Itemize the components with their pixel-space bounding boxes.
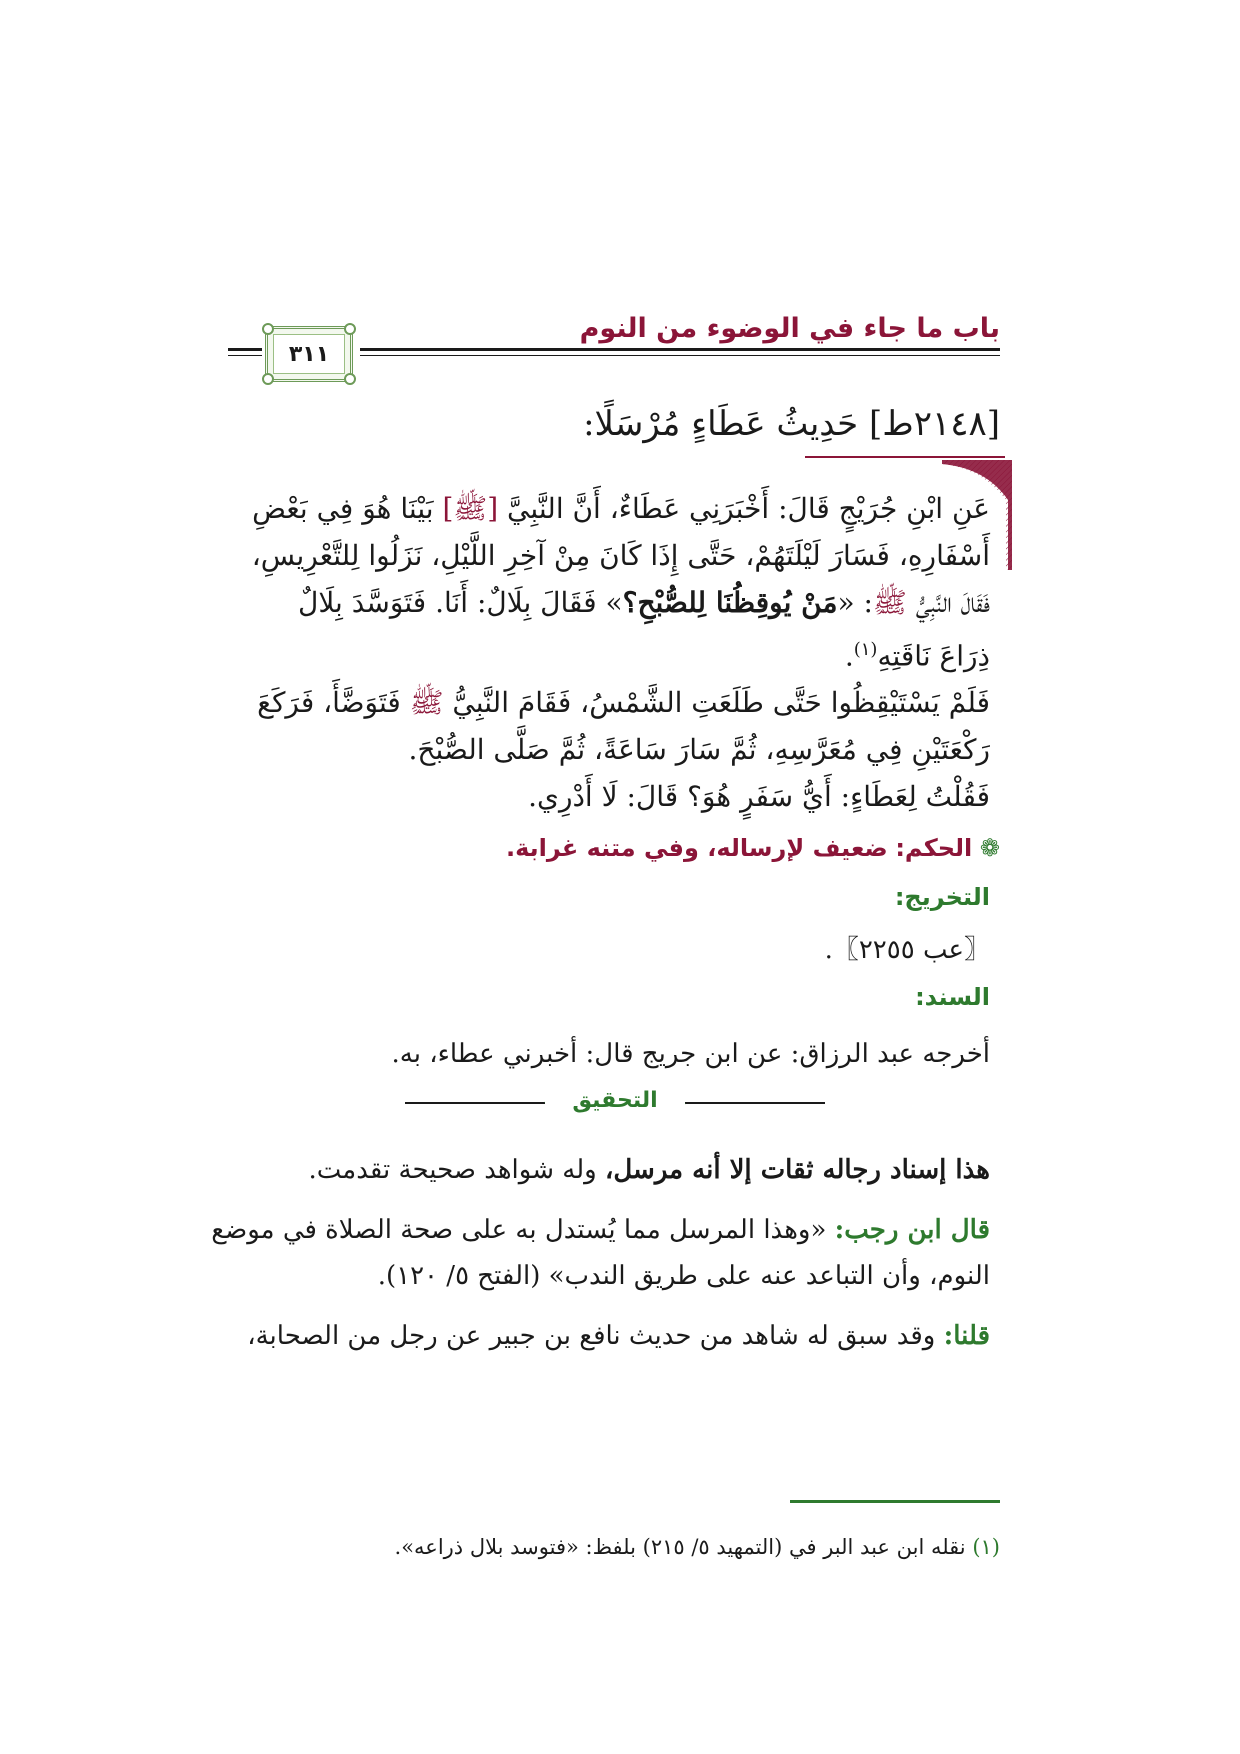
hadith-line [220, 486, 990, 532]
hadith-line: أَسْفَارِهِ، فَسَارَ لَيْلَتَهُمْ، حَتَّى إِذَا كَانَ مِنْ آخِرِ اللَّيْلِ، نَزَلُوا لِلتَّعْرِيسِ، [251, 539, 990, 572]
footnote-text: نقله ابن عبد البر في (التمهيد ٥/ ٢١٥) بلفظ: «فتوسد بلال ذراعه». [394, 1535, 973, 1559]
sanad-text: أخرجه عبد الرزاق: عن ابن جريج قال: أخبرني عطاء، به. [391, 1039, 990, 1069]
hadith-line: فَقُلْتُ لِعَطَاءٍ: أَيُّ سَفَرٍ هُوَ؟ قَالَ: لَا أَدْرِي. [528, 780, 990, 813]
tahqiq-heading: التحقيق [545, 1084, 685, 1118]
header-rule-left-bottom [228, 355, 262, 356]
flower-icon: ❁ [979, 834, 1000, 862]
sanad-label: السند: [915, 983, 990, 1011]
footnote [220, 1532, 1000, 1562]
hadith-title: حَدِيثُ عَطَاءٍ مُرْسَلًا: [583, 404, 859, 444]
hadith-line [220, 627, 990, 679]
hadith-number: [٢١٤٨ط] [868, 404, 1000, 444]
analysis-text: وقد سبق له شاهد من حديث نافع بن جبير عن رجل من الصحابة، [247, 1321, 944, 1351]
analysis-paragraph [210, 1316, 990, 1356]
hadith-text: بَيْنَا هُوَ فِي بَعْضِ [252, 492, 434, 525]
hadith-text: فَتَوَضَّأَ، فَرَكَعَ [257, 686, 401, 719]
analysis-text: وله شواهد صحيحة تقدمت. [308, 1155, 605, 1185]
frame-corner-ornament [344, 373, 356, 385]
header-rule-left-top [228, 348, 262, 351]
hadith-text: : « [837, 586, 873, 619]
hadith-text: عَنِ ابْنِ جُرَيْجٍ قَالَ: أَخْبَرَنِي عَطَاءٌ، أَنَّ النَّبِيَّ [507, 492, 990, 525]
frame-corner-ornament [262, 373, 274, 385]
analysis-text: «وهذا المرسل مما يُستدل به على صحة الصلاة في موضع [211, 1215, 835, 1245]
hadith-text: . [844, 639, 854, 673]
salla-symbol: ﷺ [872, 586, 907, 619]
prophet-quote: مَنْ يُوقِظُنَا لِلصُّبْحِ؟ [622, 586, 838, 619]
hadith-line [220, 580, 990, 626]
page-number: ٣١١ [273, 334, 345, 374]
salla-symbol: ﷺ [409, 686, 444, 719]
analysis-bold: هذا إسناد رجاله ثقات إلا أنه مرسل، [604, 1155, 990, 1185]
hadith-text: فَلَمْ يَسْتَيْقِظُوا حَتَّى طَلَعَتِ الشَّمْسُ، فَقَامَ النَّبِيُّ [452, 686, 990, 719]
ruling-value: ضعيف لإرساله، وفي متنه غرابة. [506, 834, 888, 862]
takhrij-reference: 〖عب ٢٢٥٥〗. [824, 935, 990, 965]
footnote-rule [790, 1500, 1000, 1503]
footnote-number: (١) [972, 1535, 1000, 1559]
ruling [220, 830, 1000, 866]
analysis-paragraph [210, 1150, 990, 1190]
hadith-text: ذِرَاعَ نَاقَتِهِ [877, 639, 990, 673]
hadith-text: فَقَالَ النَّبِيُّ [915, 586, 990, 619]
salla-symbol: [ﷺ] [442, 492, 499, 525]
takhrij-label: التخريج: [894, 883, 990, 911]
header-rule-top [360, 348, 1000, 351]
footnote-marker[interactable]: (١) [853, 639, 878, 660]
analysis-paragraph: النوم، وأن التباعد عنه على طريق الندب» (الفتح ٥/ ١٢٠). [377, 1261, 990, 1291]
ruling-label: الحكم: [895, 834, 973, 862]
hadith-text: » فَقَالَ بِلَالٌ: أَنَا. فَتَوَسَّدَ بِلَالٌ [297, 586, 623, 619]
page-number-frame [265, 326, 353, 382]
analysis-paragraph [210, 1210, 990, 1250]
header-rule-bottom [360, 355, 1000, 356]
frame-corner-ornament [344, 323, 356, 335]
title-underline [805, 456, 1005, 458]
qulna-label: قلنا: [943, 1321, 990, 1351]
hadith-heading [220, 402, 1000, 446]
hadith-line: رَكْعَتَيْنِ فِي مُعَرَّسِهِ، ثُمَّ سَارَ سَاعَةً، ثُمَّ صَلَّى الصُّبْحَ. [408, 733, 990, 766]
running-title: باب ما جاء في الوضوء من النوم [579, 313, 1000, 344]
quote-attribution: قال ابن رجب: [834, 1215, 990, 1245]
hadith-line [220, 680, 990, 726]
